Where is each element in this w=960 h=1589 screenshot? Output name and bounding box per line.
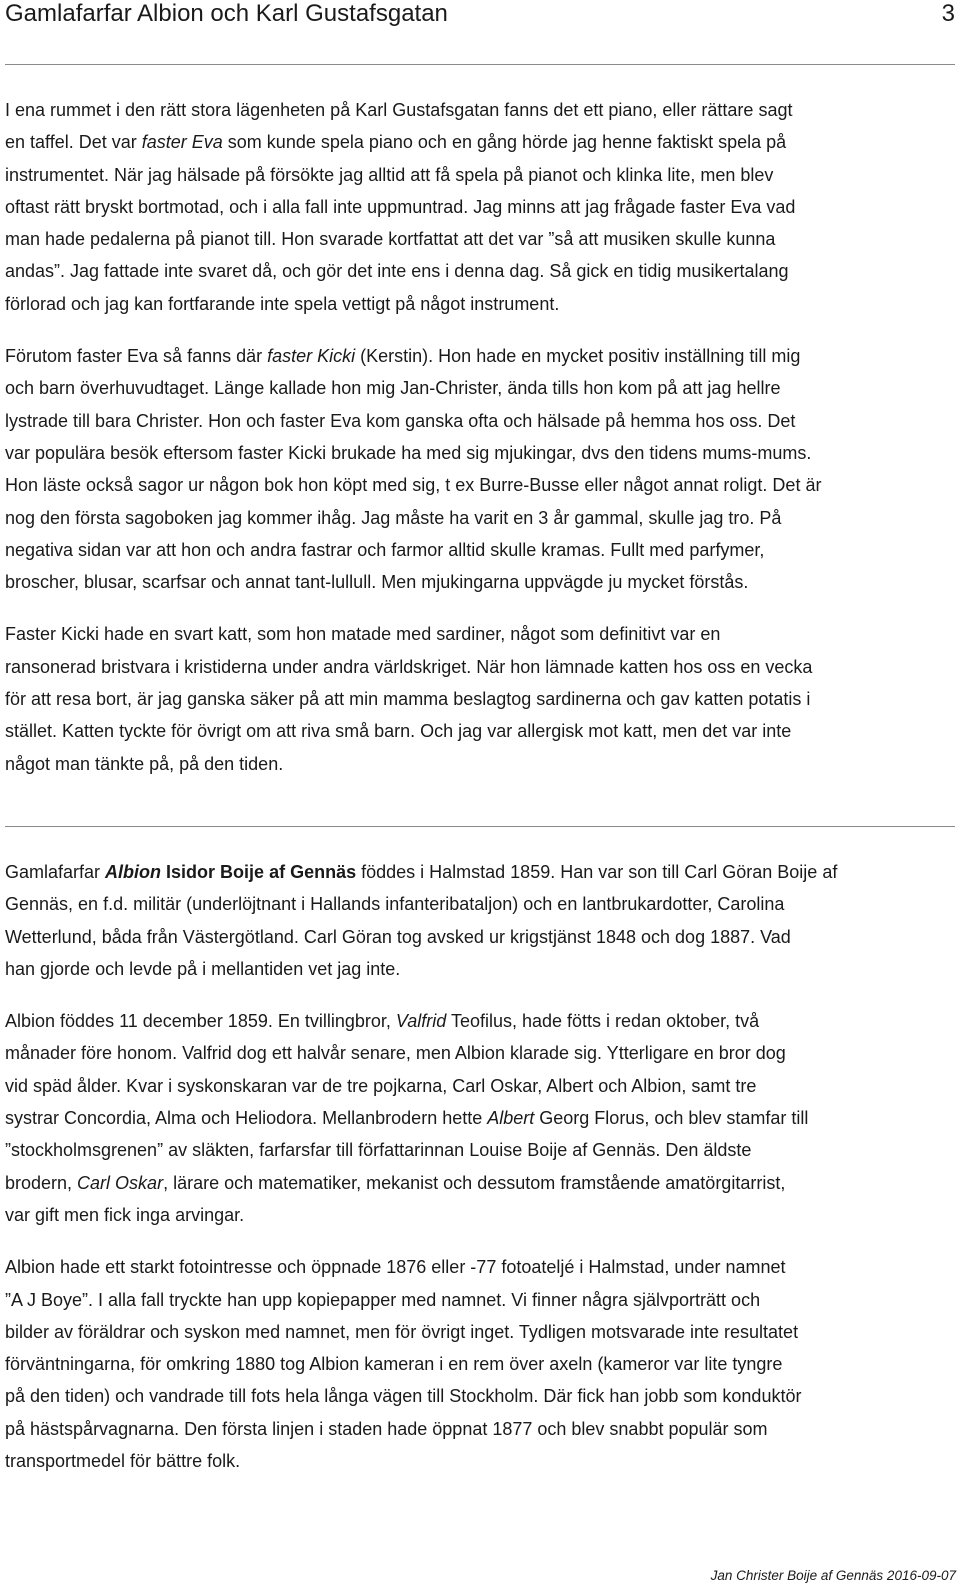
text-run: Teofilus, hade fötts i redan oktober, två xyxy=(446,1011,760,1032)
text-run: Albion hade ett starkt fotointresse och öppnade 1876 eller -77 fotoateljé i Halmstad, under namnet xyxy=(5,1257,786,1278)
text-run: månader före honom. Valfrid dog ett halvår senare, men Albion klarade sig. Ytterligare en bror dog xyxy=(5,1043,786,1064)
text-line xyxy=(5,1316,957,1348)
text-line xyxy=(5,683,957,715)
text-run: Faster Kicki hade en svart katt, som hon matade med sardiner, något som definitivt var en xyxy=(5,624,721,645)
text-run: I ena rummet i den rätt stora lägenheten på Karl Gustafsgatan fanns det ett piano, eller rättare sagt xyxy=(5,100,793,120)
text-line xyxy=(5,856,957,888)
text-run: något man tänkte på, på den tiden. xyxy=(5,753,284,774)
text-run: Hon läste också sagor ur någon bok hon köpt med sig, t ex Burre-Busse eller något annat roligt. Det är xyxy=(5,475,822,496)
text-line xyxy=(5,288,957,320)
text-line xyxy=(5,1413,957,1445)
text-line xyxy=(5,126,957,158)
text-line xyxy=(5,566,957,598)
text-run: negativa sidan var att hon och andra fastrar och farmor alltid skulle kramas. Fullt med parfymer, xyxy=(5,539,765,560)
text-line xyxy=(5,1167,957,1199)
page-header xyxy=(5,0,955,40)
text-run: en taffel. Det var xyxy=(5,132,142,153)
text-run: var populära besök eftersom faster Kicki brukade ha med sig mjukingar, dvs den tidens mums-mums. xyxy=(5,442,812,463)
bold-text: Isidor Boije af Gennäs xyxy=(166,862,357,882)
text-line xyxy=(5,651,957,683)
text-line xyxy=(5,618,957,650)
text-run: vid späd ålder. Kvar i syskonskaran var de tre pojkarna, Carl Oskar, Albert och Albion, samt tre xyxy=(5,1075,757,1096)
text-run: ”A J Boye”. I alla fall tryckte han upp kopiepapper med namnet. Vi finner några självporträtt och xyxy=(5,1289,761,1310)
paragraph-faster-kicki xyxy=(5,340,957,598)
page-number: 3 xyxy=(941,0,955,27)
text-line xyxy=(5,748,957,780)
text-run: lystrade till bara Christer. Hon och faster Eva kom ganska ofta och hälsade på hemma hos oss. Det xyxy=(5,410,796,431)
section-divider xyxy=(5,826,955,827)
text-run: broscher, blusar, scarfsar och annat tant-lullull. Men mjukingarna uppvägde ju mycket förstås. xyxy=(5,572,749,593)
text-run: oftast rätt bryskt bortmotad, och i alla fall inte uppmuntrad. Jag minns att jag frågade faster Eva vad xyxy=(5,196,796,217)
text-line xyxy=(5,1348,957,1380)
paragraph-piano xyxy=(5,94,957,320)
text-run: ransonerad bristvara i kristiderna under andra världskriget. När hon lämnade katten hos oss en vecka xyxy=(5,656,813,677)
text-run: stället. Katten tyckte för övrigt om att riva små barn. Och jag var allergisk mot katt, men det var inte xyxy=(5,721,792,742)
text-line xyxy=(5,372,957,404)
text-run: man hade pedalerna på pianot till. Hon svarade kortfattat att det var ”så att musiken skulle kunna xyxy=(5,229,776,250)
text-run: (Kerstin). Hon hade en mycket positiv inställning till mig xyxy=(355,346,801,367)
text-line xyxy=(5,1102,957,1134)
text-run: brodern, xyxy=(5,1172,78,1193)
text-line xyxy=(5,340,957,372)
text-run: andas”. Jag fattade inte svaret då, och gör det inte ens i denna dag. Så gick en tidig musikertalang xyxy=(5,261,789,282)
text-line xyxy=(5,1284,957,1316)
text-line xyxy=(5,159,957,191)
text-line xyxy=(5,1005,957,1037)
paragraph-photography xyxy=(5,1251,957,1477)
text-run: instrumentet. När jag hälsade på försökte jag alltid att få spela på pianot och klinka lite, men blev xyxy=(5,164,774,185)
text-run: och barn överhuvudtaget. Länge kallade hon mig Jan-Christer, ända tills hon kom på att jag hellre xyxy=(5,378,781,399)
text-run: föddes i Halmstad 1859. Han var son till Carl Göran Boije af xyxy=(356,862,838,882)
text-line xyxy=(5,534,957,566)
text-run: transportmedel för bättre folk. xyxy=(5,1451,241,1472)
text-run: på den tiden) och vandrade till fots hela långa vägen till Stockholm. Där fick han jobb som konduktör xyxy=(5,1386,802,1407)
header-divider xyxy=(5,64,955,65)
paragraph-siblings xyxy=(5,1005,957,1231)
text-line xyxy=(5,1037,957,1069)
text-line xyxy=(5,888,957,920)
text-line xyxy=(5,1070,957,1102)
text-line xyxy=(5,255,957,287)
text-run: Förutom faster Eva så fanns där xyxy=(5,346,268,367)
italic-text: faster Kicki xyxy=(267,346,356,367)
text-line xyxy=(5,1445,957,1477)
text-run: som kunde spela piano och en gång hörde jag henne faktiskt spela på xyxy=(222,132,787,153)
italic-text: Albert xyxy=(487,1108,535,1129)
text-run: för att resa bort, är jag ganska säker på att min mamma beslagtog sardinerna och gav katten potatis i xyxy=(5,689,811,710)
text-line xyxy=(5,953,957,985)
text-run: Gamlafarfar xyxy=(5,862,106,882)
text-line xyxy=(5,502,957,534)
text-line xyxy=(5,469,957,501)
text-line xyxy=(5,405,957,437)
text-line xyxy=(5,1199,957,1231)
bold-italic-text: Albion xyxy=(105,862,162,882)
text-line xyxy=(5,94,957,126)
text-run: , lärare och matematiker, mekanist och dessutom framstående amatörgitarrist, xyxy=(163,1172,786,1193)
paragraph-albion-birth xyxy=(5,856,957,985)
text-run: bilder av föräldrar och syskon med namnet, men för övrigt inget. Tydligen motsvarade inte resultatet xyxy=(5,1321,799,1342)
text-run: förlorad och jag kan fortfarande inte spela vettigt på något instrument. xyxy=(5,293,560,314)
text-run: han gjorde och levde på i mellantiden vet jag inte. xyxy=(5,958,401,979)
text-run: nog den första sagoboken jag kommer ihåg. Jag måste ha varit en 3 år gammal, skulle jag tro. På xyxy=(5,507,782,528)
text-line xyxy=(5,1134,957,1166)
italic-text: faster Eva xyxy=(141,132,223,153)
text-run: förväntningarna, för omkring 1880 tog Albion kameran i en rem över axeln (kameror var lite tyngre xyxy=(5,1354,783,1375)
text-line xyxy=(5,715,957,747)
text-run: på hästspårvagnarna. Den första linjen i staden hade öppnat 1877 och blev snabbt populär som xyxy=(5,1418,768,1439)
text-run: Albion föddes 11 december 1859. En tvillingbror, xyxy=(5,1011,396,1032)
text-run: systrar Concordia, Alma och Heliodora. Mellanbrodern hette xyxy=(5,1108,488,1129)
text-line xyxy=(5,921,957,953)
text-line xyxy=(5,437,957,469)
document-title: Gamlafarfar Albion och Karl Gustafsgatan xyxy=(5,0,448,27)
text-run: Georg Florus, och blev stamfar till xyxy=(534,1108,809,1129)
section-albion xyxy=(5,856,957,1497)
text-run: Wetterlund, båda från Västergötland. Carl Göran tog avsked ur krigstjänst 1848 och dog 1887. Vad xyxy=(5,926,791,947)
text-line xyxy=(5,1251,957,1283)
text-line xyxy=(5,191,957,223)
text-run: Gennäs, en f.d. militär (underlöjtnant i Hallands infanteribataljon) och en lantbrukardotter, Carolina xyxy=(5,894,785,915)
italic-text: Valfrid xyxy=(395,1011,447,1032)
text-line xyxy=(5,223,957,255)
paragraph-cat xyxy=(5,618,957,779)
text-run: ”stockholmsgrenen” av släkten, farfarsfar till författarinnan Louise Boije af Gennäs. Den äldste xyxy=(5,1140,752,1161)
italic-text: Carl Oskar xyxy=(77,1172,164,1193)
section-childhood-memories xyxy=(5,94,957,800)
footer-author-date: Jan Christer Boije af Gennäs 2016-09-07 xyxy=(710,1568,956,1583)
text-run: var gift men fick inga arvingar. xyxy=(5,1204,245,1225)
text-line xyxy=(5,1380,957,1412)
